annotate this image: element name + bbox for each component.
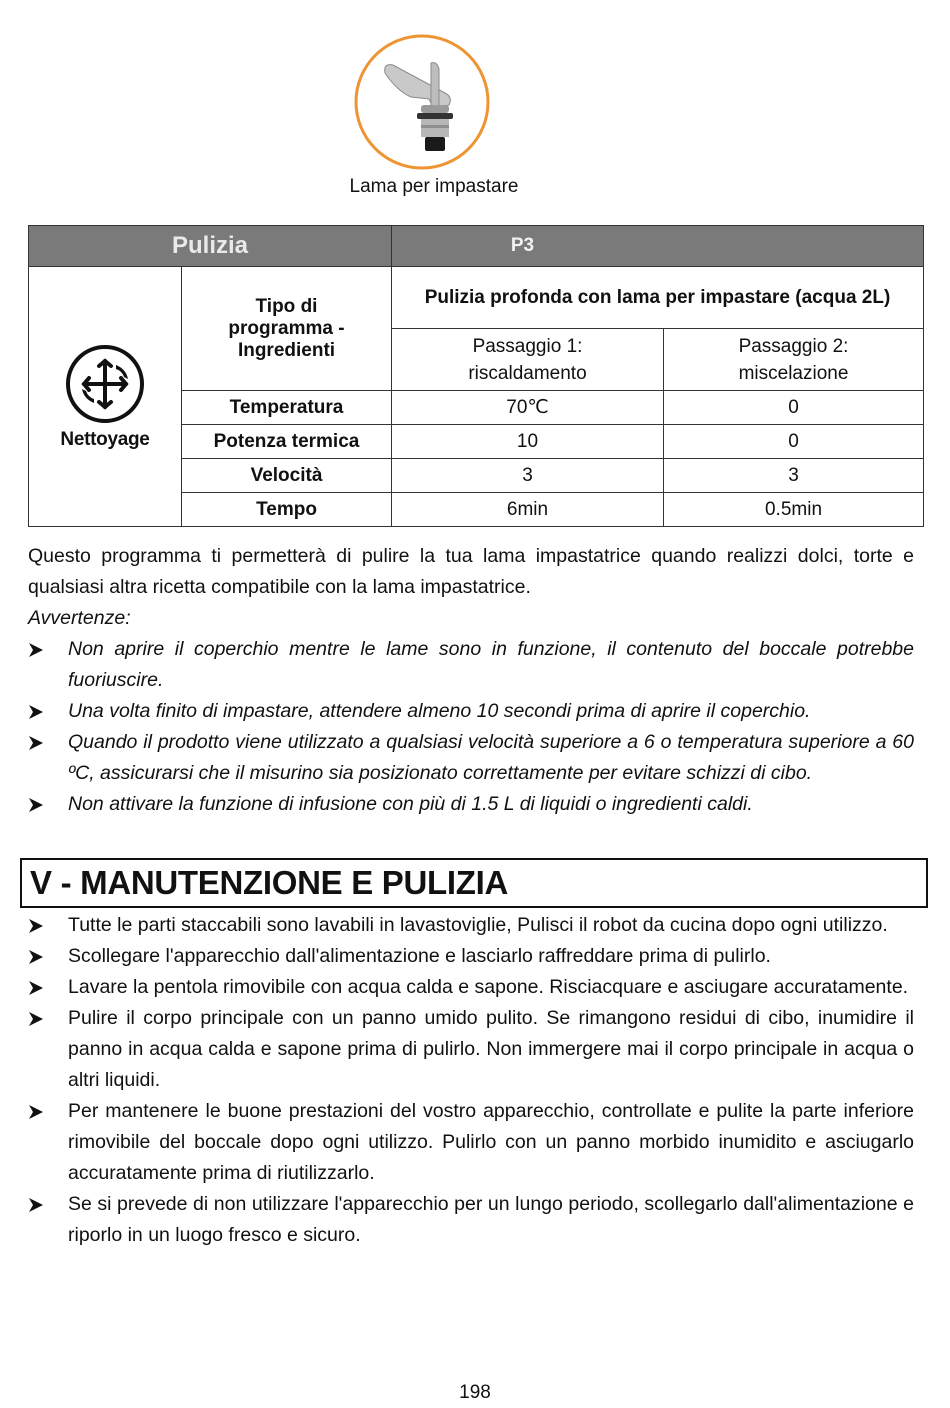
row-label: Temperatura (182, 391, 392, 425)
list-item: Lavare la pentola rimovibile con acqua calda e sapone. Risciacquare e asciugare accuratamente. (28, 972, 914, 1003)
maintenance-list (28, 910, 914, 1251)
program-table (28, 225, 924, 527)
row-label: Velocità (182, 459, 392, 493)
cell-value: 6min (392, 493, 664, 527)
arrow-bullet-icon (28, 696, 48, 720)
list-item: Una volta finito di impastare, attendere almeno 10 secondi prima di aprire il coperchio. (28, 696, 914, 727)
cleaning-icon (64, 343, 146, 425)
program-icon-cell (29, 267, 182, 527)
arrow-bullet-icon (28, 910, 48, 934)
program-code: P3 (510, 235, 535, 256)
arrow-bullet-icon (28, 941, 48, 965)
table-row (29, 267, 924, 329)
image-caption: Lama per impastare (349, 176, 519, 197)
arrow-bullet-icon (28, 1189, 48, 1213)
section-heading-box (20, 858, 928, 908)
arrow-bullet-icon (28, 727, 48, 751)
cell-value: 0.5min (664, 493, 924, 527)
list-item: Scollegare l'apparecchio dall'alimentazione e lasciarlo raffreddare prima di pulirlo. (28, 941, 914, 972)
list-item: Non aprire il coperchio mentre le lame sono in funzione, il contenuto del boccale potrebbe fuoriuscire. (28, 634, 914, 696)
row-label: Tempo (182, 493, 392, 527)
intro-section (28, 541, 914, 820)
cell-value: 0 (664, 391, 924, 425)
header-program-name: Pulizia (29, 226, 392, 267)
list-item: Se si prevede di non utilizzare l'apparecchio per un lungo periodo, scollegarlo dall'alimentazione e riporlo in un luogo fresco e sicuro. (28, 1189, 914, 1251)
intro-text: Questo programma ti permetterà di pulire la tua lama impastatrice quando realizzi dolci, torte e qualsiasi altra ricetta compatibile con la lama impastatrice. (28, 545, 914, 598)
step2-cell: Passaggio 2: miscelazione (664, 329, 924, 391)
header-program-code (392, 226, 924, 267)
warnings-list (28, 634, 914, 820)
arrow-bullet-icon (28, 972, 48, 996)
icon-label: Nettoyage (60, 428, 150, 450)
arrow-bullet-icon (28, 1096, 48, 1120)
cell-value: 3 (392, 459, 664, 493)
cell-value: 10 (392, 425, 664, 459)
arrow-bullet-icon (28, 789, 48, 813)
warnings-title: Avvertenze: (28, 607, 131, 629)
cell-value: 3 (664, 459, 924, 493)
kneading-blade-image (353, 33, 491, 171)
section-title: V - MANUTENZIONE E PULIZIA (30, 864, 509, 901)
list-item: Quando il prodotto viene utilizzato a qualsiasi velocità superiore a 6 o temperatura superiore a 60 ºC, assicurarsi che il misurino sia posizionato correttamente per evitare schizzi di cibo. (28, 727, 914, 789)
page-number: 198 (459, 1382, 491, 1403)
arrow-bullet-icon (28, 634, 48, 658)
cell-value: 70℃ (392, 391, 664, 425)
cell-value: 0 (664, 425, 924, 459)
list-item: Per mantenere le buone prestazioni del vostro apparecchio, controllate e pulite la parte inferiore rimovibile del boccale dopo ogni utilizzo. Pulirlo con un panno morbido inumidito e asciugarlo accuratamente prima di riutilizzarlo. (28, 1096, 914, 1189)
list-item: Non attivare la funzione di infusione con più di 1.5 L di liquidi o ingredienti caldi. (28, 789, 914, 820)
table-header-row (29, 226, 924, 267)
row-type-value: Pulizia profonda con lama per impastare (acqua 2L) (392, 267, 924, 329)
row-label: Potenza termica (182, 425, 392, 459)
list-item: Tutte le parti staccabili sono lavabili in lavastoviglie, Pulisci il robot da cucina dopo ogni utilizzo. (28, 910, 914, 941)
step1-cell: Passaggio 1: riscaldamento (392, 329, 664, 391)
list-item: Pulire il corpo principale con un panno umido pulito. Se rimangono residui di cibo, inumidire il panno in acqua calda e sapone prima di pulirlo. Non immergere mai il corpo principale in acqua o altri liquidi. (28, 1003, 914, 1096)
maintenance-section (28, 910, 914, 1251)
arrow-bullet-icon (28, 1003, 48, 1027)
row-type-label: Tipo di programma - Ingredienti (182, 267, 392, 391)
